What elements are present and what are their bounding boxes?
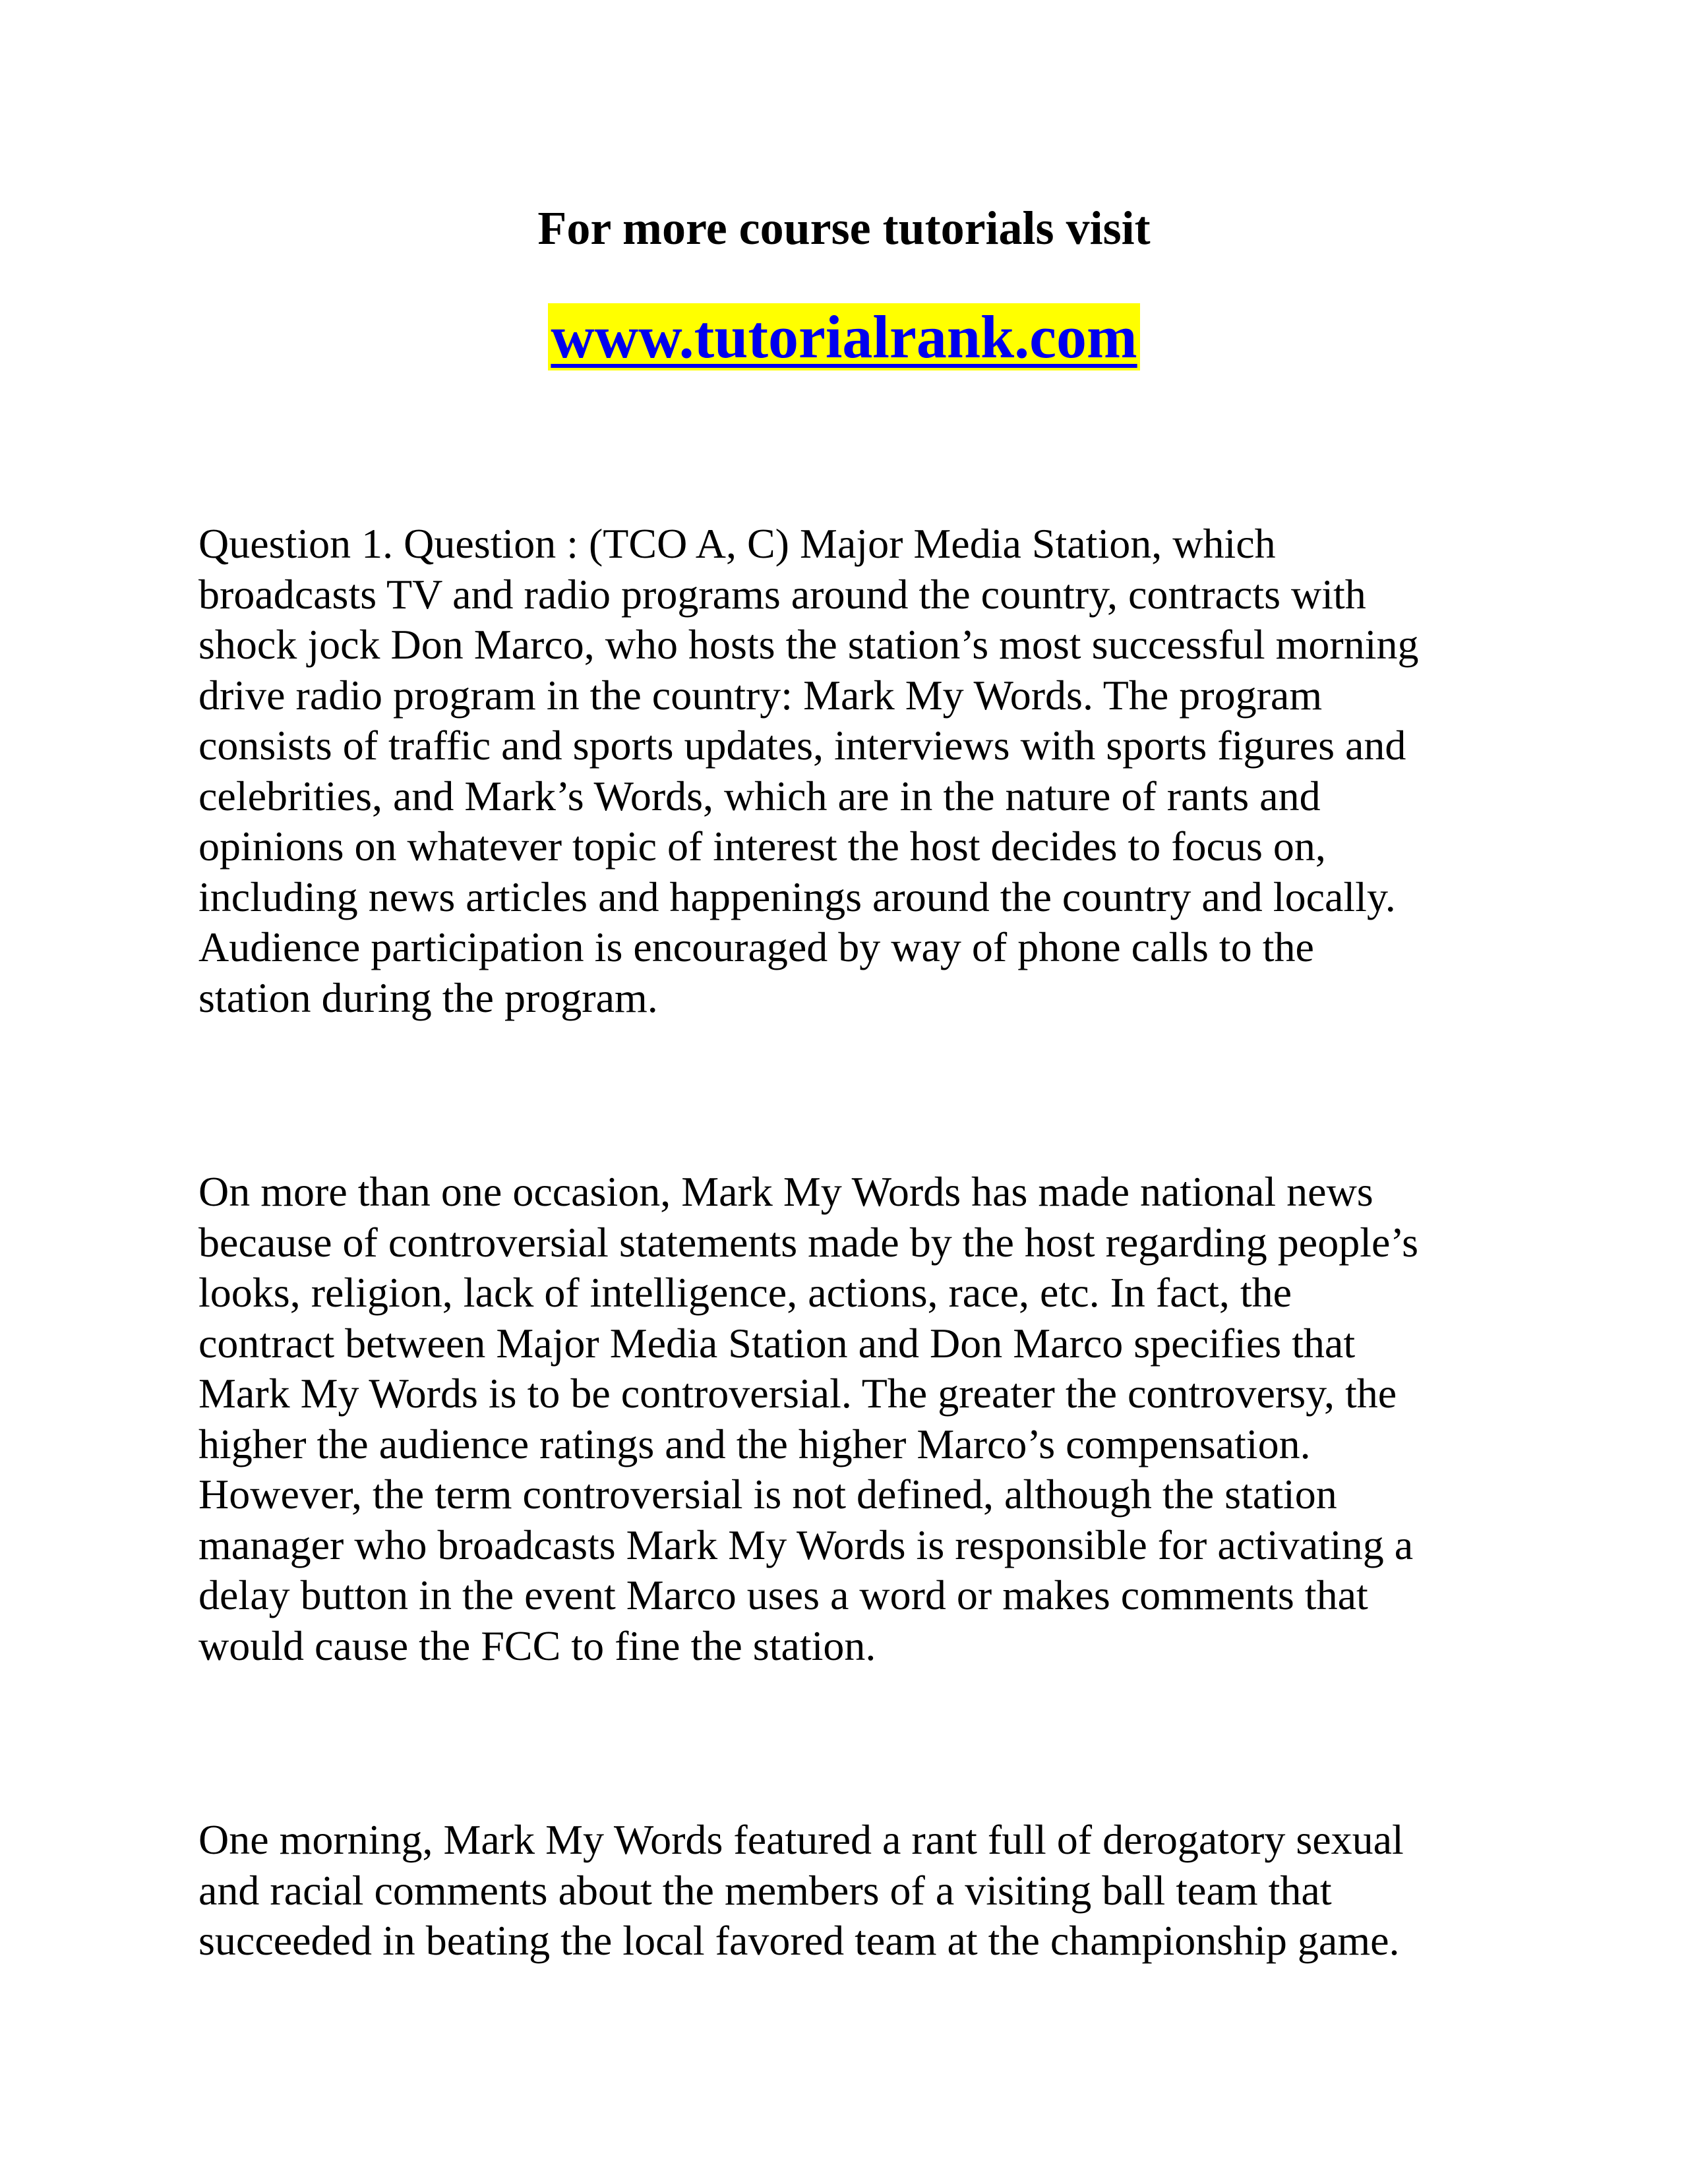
question-paragraph: Question 1. Question : (TCO A, C) Major Media Station, which broadcasts TV and radio programs around the country, contracts with shock jock Don Marco, who hosts the station’s most successful morning drive radio program in the country: Mark My Words. The program consists of traffic and sports updates, interviews with sports figures and celebrities, and Mark’s Words, which are in the nature of rants and opinions on whatever topic of interest the host decides to focus on, including news articles and happenings around the country and locally. Audience participation is encouraged by way of phone calls to the station during the program. bbox=[198, 520, 1419, 1021]
header-title: For more course tutorials visit bbox=[537, 202, 1151, 254]
controversy-paragraph: On more than one occasion, Mark My Words has made national news because of controversial statements made by the host regarding people’s looks, religion, lack of intelligence, actions, race, etc. In fact, the contract between Major Media Station and Don Marco specifies that Mark My Words is to be controversial. The greater the controversy, the higher the audience ratings and the higher Marco’s compensation. However, the term controversial is not defined, although the station manager who broadcasts Mark My Words is responsible for activating a delay button in the event Marco uses a word or makes comments that would cause the FCC to fine the station. bbox=[198, 1168, 1419, 1669]
morning-rant-paragraph: One morning, Mark My Words featured a rant full of derogatory sexual and racial comments about the members of a visiting ball team that succeeded in beating the local favored team at the championship game. bbox=[198, 1816, 1404, 1964]
header-url-line bbox=[0, 298, 1688, 376]
tutorialrank-link[interactable]: www.tutorialrank.com bbox=[548, 303, 1139, 370]
